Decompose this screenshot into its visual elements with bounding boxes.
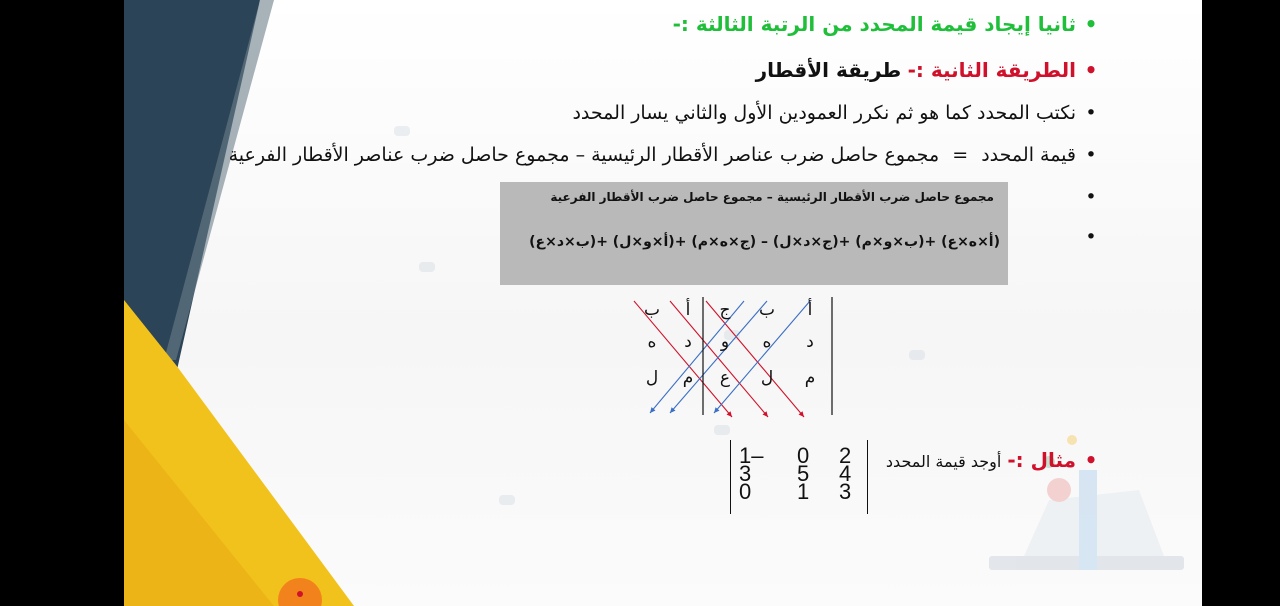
empty-bullet-1 (1076, 186, 1098, 208)
step2-bullet (229, 144, 1098, 166)
method-bullet (756, 58, 1098, 82)
bullet-dot: • (1084, 448, 1098, 472)
determinant-entry: 0 (797, 443, 810, 468)
bullet-dot: • (1085, 144, 1097, 166)
slide (124, 0, 1202, 606)
determinant-entry: 5 (797, 461, 810, 486)
orange-dot (297, 591, 303, 597)
determinant-entry: 3 (839, 479, 852, 504)
bullet-dot: • (1084, 12, 1098, 36)
empty-bullet-2 (1076, 226, 1098, 248)
step2-value: مجموع حاصل ضرب عناصر الأقطار الرئيسية – مجموع حاصل ضرب عناصر الأقطار الفرعية (228, 144, 940, 166)
example-determinant (730, 440, 868, 514)
formula-title: مجموع حاصل ضرب الأقطار الرئيسية – مجموع حاصل ضرب الأقطار الفرعية (550, 190, 994, 204)
bullet-dot: • (1085, 102, 1097, 124)
diagram-cell: أ (807, 300, 813, 320)
step2-equals: = (952, 144, 969, 166)
diagram-cell: ه (647, 332, 657, 352)
diagram-cell: ج (719, 300, 731, 320)
diagram-cell: م (804, 368, 816, 388)
diagram-cell: ه (762, 332, 772, 352)
diagram-cell: م (682, 368, 694, 388)
example-text: أوجد قيمة المحدد (885, 452, 1002, 471)
determinant-entry: 4 (839, 461, 852, 486)
step1-bullet (572, 102, 1098, 124)
determinant-entry: 3 (739, 461, 752, 486)
step1-text: نكتب المحدد كما هو ثم نكرر العمودين الأول والثاني يسار المحدد (572, 102, 1076, 124)
determinant-entry: 0 (739, 479, 752, 504)
diagram-cell: ب (758, 300, 776, 320)
diagram-cell: د (806, 332, 814, 352)
diagram-cell: و (720, 332, 730, 352)
bullet-dot: • (1085, 226, 1097, 248)
heading-text: ثانيا إيجاد قيمة المحدد من الرتبة الثالثة :- (672, 12, 1076, 36)
diagram-cell: ل (760, 368, 774, 388)
step2-label: قيمة المحدد (981, 144, 1076, 166)
determinant-entry: 1 (797, 479, 810, 504)
determinant-entry: 1– (739, 443, 764, 468)
formula-expression: (أ×ه×ع) +(ب×و×م) +(ج×د×ل) – (ج×ه×م) +(أ×و×ل) +(ب×د×ع) (529, 234, 1000, 250)
diagram-cell: د (684, 332, 692, 352)
formula-box (500, 182, 1008, 285)
heading-bullet (673, 12, 1098, 36)
bullet-dot: • (1085, 186, 1097, 208)
diagram-cell: ل (645, 368, 659, 388)
method-name: طريقة الأقطار (755, 58, 902, 82)
diagram-cell: ع (719, 368, 731, 388)
diagram-cell: ب (643, 300, 661, 320)
bullet-dot: • (1084, 58, 1098, 82)
example-label: مثال :- (1007, 448, 1076, 472)
determinant-entry: 2 (839, 443, 852, 468)
diagonals-diagram (622, 295, 842, 423)
diagram-cell: أ (685, 300, 691, 320)
example-bullet (886, 448, 1098, 472)
method-label: الطريقة الثانية :- (907, 58, 1076, 82)
